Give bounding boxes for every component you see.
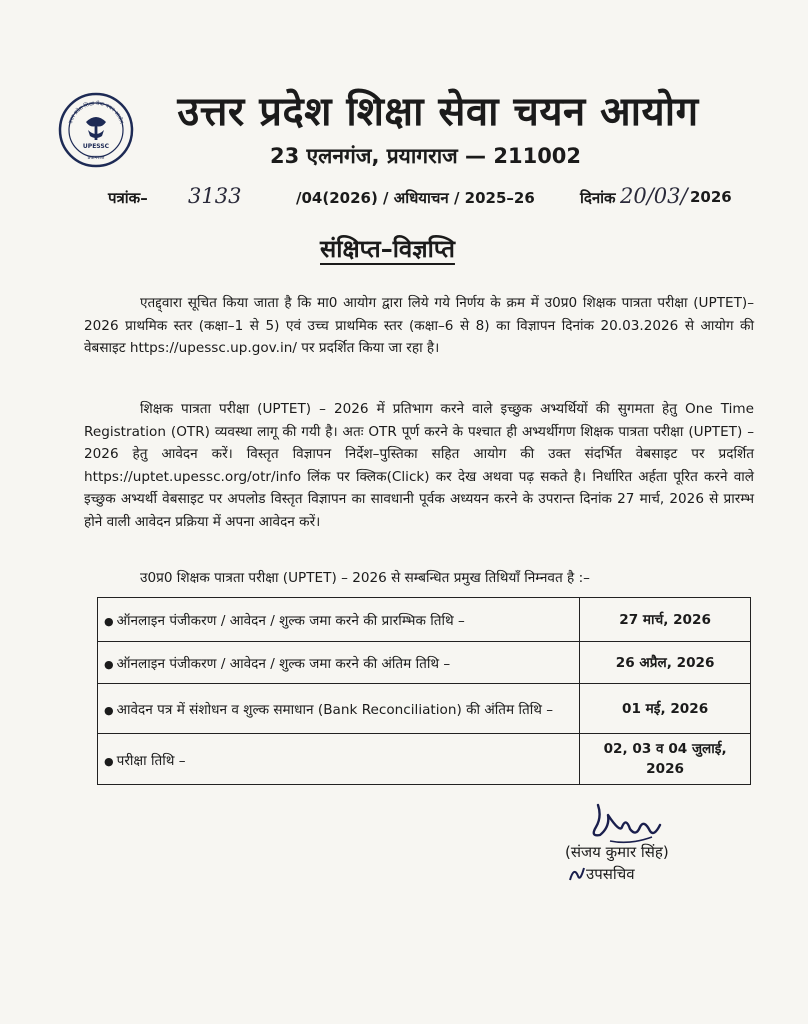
date-label: दिनांक	[580, 189, 616, 207]
table-row	[98, 684, 751, 734]
event-cell	[98, 684, 580, 734]
date-handwritten: 20/03/	[620, 184, 688, 208]
signatory-designation: उपसचिव	[586, 865, 635, 883]
event-cell	[98, 598, 580, 642]
date-cell: 27 मार्च, 2026	[580, 598, 751, 642]
event-cell	[98, 734, 580, 785]
event-text: ऑनलाइन पंजीकरण / आवेदन / शुल्क जमा करने की प्रारम्भिक तिथि –	[116, 613, 465, 629]
notice-title: संक्षिप्त–विज्ञप्ति	[320, 235, 455, 263]
initial-icon	[566, 862, 588, 884]
table-row	[98, 642, 751, 684]
important-dates-table	[97, 597, 751, 785]
table-row	[98, 598, 751, 642]
reference-label: पत्रांक–	[108, 189, 148, 207]
table-row	[98, 734, 751, 785]
event-text: आवेदन पत्र में संशोधन व शुल्क समाधान (Bank Reconciliation) की अंतिम तिथि –	[116, 702, 554, 718]
paragraph-2: शिक्षक पात्रता परीक्षा (UPTET) – 2026 में प्रतिभाग करने वाले इच्छुक अभ्यर्थियों की सुगमता हेतु One Time Registration (OTR) व्यवस्था लागू की गयी है। अतः OTR पूर्ण करने के पश्चात ही अभ्यर्थीगण शिक्षक पात्रता परीक्षा (UPTET) – 2026 हेतु आवेदन करें। विस्तृत विज्ञापन निर्देश–पुस्तिका सहित आयोग की उक्त संदर्भित वेबसाइट पर प्रदर्शित https://uptet.upessc.org/otr/info लिंक पर क्लिक(Click) कर देख अथवा पढ़ सकते है। निर्धारित अर्हता पूरित करने वाले इच्छुक अभ्यर्थी वेबसाइट पर अपलोड विस्तृत विज्ञापन का सावधानी पूर्वक अध्ययन करने के उपरान्त दिनांक 27 मार्च, 2026 से प्रारम्भ होने वाली आवेदन प्रक्रिया में अपना आवेदन करें।	[84, 401, 754, 530]
bullet-icon: ●	[104, 615, 114, 628]
date-cell: 26 अप्रैल, 2026	[580, 642, 751, 684]
upessc-logo	[58, 92, 134, 168]
reference-number: 3133	[188, 184, 242, 208]
event-text: परीक्षा तिथि –	[116, 752, 186, 769]
date-cell: 01 मई, 2026	[580, 684, 751, 734]
logo-arc-text: उत्तर प्रदेश शिक्षा सेवा चयन आयोग	[67, 100, 125, 125]
logo-abbr: UPESSC	[82, 143, 110, 150]
date-cell: 02, 03 व 04 जुलाई, 2026	[580, 734, 751, 785]
bullet-icon: ●	[104, 704, 114, 717]
reference-suffix: /04(2026) / अधियाचन / 2025–26	[296, 189, 535, 207]
signatory-name: (संजय कुमार सिंह)	[565, 843, 669, 861]
emblem-icon	[58, 92, 134, 168]
dates-intro: उ0प्र0 शिक्षक पात्रता परीक्षा (UPTET) – 2026 से सम्बन्धित प्रमुख तिथियाँ निम्नवत है :–	[140, 570, 590, 586]
event-cell	[98, 642, 580, 684]
logo-city: प्रयागराज	[87, 155, 105, 161]
date-year: 2026	[690, 188, 732, 206]
bullet-icon: ●	[104, 754, 114, 768]
organization-name: उत्तर प्रदेश शिक्षा सेवा चयन आयोग	[177, 88, 699, 135]
event-text: ऑनलाइन पंजीकरण / आवेदन / शुल्क जमा करने की अंतिम तिथि –	[116, 656, 451, 672]
paragraph-1: एतद्द्वारा सूचित किया जाता है कि मा0 आयोग द्वारा लिये गये निर्णय के क्रम में उ0प्र0 शिक्षक पात्रता परीक्षा (UPTET)–2026 प्राथमिक स्तर (कक्षा–1 से 5) एवं उच्च प्राथमिक स्तर (कक्षा–6 से 8) का विज्ञापन दिनांक 20.03.2026 से आयोग की वेबसाइट https://upessc.up.gov.in/ पर प्रदर्शित किया जा रहा है।	[84, 295, 754, 356]
organization-address: 23 एलनगंज, प्रयागराज — 211002	[270, 144, 582, 168]
bullet-icon: ●	[104, 658, 114, 671]
